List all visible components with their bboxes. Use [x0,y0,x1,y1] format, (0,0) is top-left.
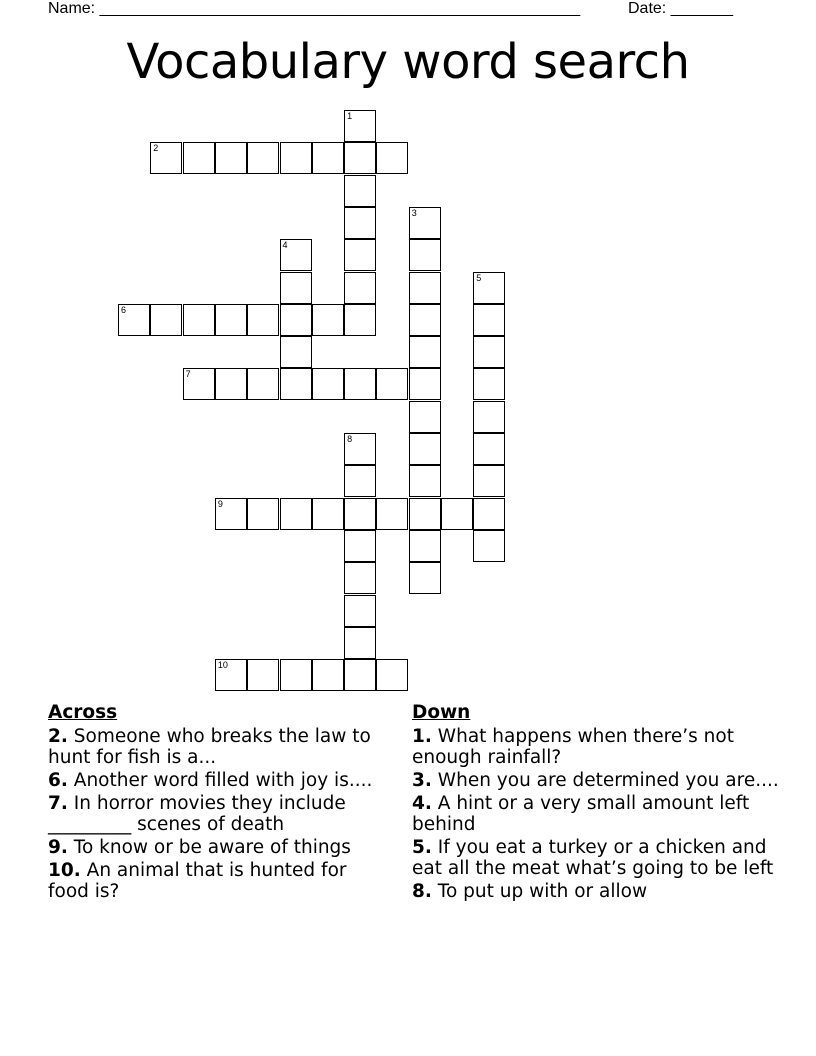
crossword-cell[interactable] [473,368,505,400]
crossword-cell[interactable] [344,239,376,271]
crossword-cell[interactable] [473,336,505,368]
crossword-cell[interactable] [473,433,505,465]
clue-text: To know or be aware of things [73,837,351,858]
crossword-cell[interactable] [247,304,279,336]
crossword-cell[interactable] [215,304,247,336]
clue-text: An animal that is hunted for food is? [48,860,347,902]
name-label[interactable]: Name: ______________________________________________________ [48,0,581,17]
clue-item [48,726,378,768]
cell-number: 2 [153,143,159,154]
cell-number: 4 [282,240,288,251]
crossword-cell[interactable] [280,239,312,271]
clue-number: 3. [412,770,432,791]
date-label[interactable]: Date: _______ [628,0,733,17]
crossword-cell[interactable] [344,498,376,530]
across-clues [48,702,378,904]
crossword-cell[interactable] [344,595,376,627]
clue-item [412,726,782,768]
crossword-cell[interactable] [473,401,505,433]
crossword-cell[interactable] [441,498,473,530]
crossword-cell[interactable] [409,562,441,594]
crossword-cell[interactable] [344,562,376,594]
crossword-cell[interactable] [118,304,150,336]
crossword-cell[interactable] [247,659,279,691]
crossword-cell[interactable] [409,498,441,530]
cell-number: 10 [217,660,228,671]
clue-number: 10. [48,860,81,881]
down-clues [412,702,782,904]
clue-item [412,770,782,791]
crossword-cell[interactable] [409,336,441,368]
crossword-cell[interactable] [344,110,376,142]
across-heading: Across [48,702,118,723]
crossword-cell[interactable] [409,401,441,433]
crossword-cell[interactable] [473,272,505,304]
clue-text: If you eat a turkey or a chicken and eat all the meat what’s going to be left [412,837,774,879]
crossword-cell[interactable] [312,498,344,530]
clue-item [48,770,378,791]
crossword-cell[interactable] [183,368,215,400]
crossword-cell[interactable] [409,304,441,336]
crossword-cell[interactable] [473,498,505,530]
crossword-cell[interactable] [215,142,247,174]
crossword-cell[interactable] [409,207,441,239]
clue-number: 9. [48,837,68,858]
cell-number: 1 [347,111,353,121]
crossword-cell[interactable] [215,498,247,530]
crossword-cell[interactable] [312,142,344,174]
crossword-cell[interactable] [280,142,312,174]
clue-item [48,860,378,902]
crossword-cell[interactable] [150,304,182,336]
crossword-cell[interactable] [312,659,344,691]
clue-item [412,881,782,902]
clue-text: A hint or a very small amount left behind [412,793,750,835]
clue-number: 4. [412,793,432,814]
crossword-cell[interactable] [280,304,312,336]
crossword-cell[interactable] [280,336,312,368]
crossword-cell[interactable] [183,304,215,336]
clue-number: 1. [412,726,432,747]
cell-number: 7 [185,369,191,380]
clue-text: Another word filled with joy is.... [73,770,373,791]
crossword-cell[interactable] [215,368,247,400]
crossword-cell[interactable] [344,272,376,304]
crossword-cell[interactable] [247,142,279,174]
down-clue-list [412,726,782,902]
crossword-cell[interactable] [376,142,408,174]
crossword-cell[interactable] [312,304,344,336]
crossword-cell[interactable] [312,368,344,400]
crossword-cell[interactable] [376,498,408,530]
clue-text: In horror movies they include _________ scenes of death [48,793,346,835]
crossword-cell[interactable] [344,304,376,336]
cell-number: 3 [411,207,417,218]
crossword-cell[interactable] [409,465,441,497]
clue-item [412,793,782,835]
crossword-cell[interactable] [409,530,441,562]
crossword-cell[interactable] [473,304,505,336]
crossword-cell[interactable] [409,272,441,304]
across-clue-list [48,726,378,902]
clue-item [48,837,378,858]
crossword-cell[interactable] [344,207,376,239]
crossword-cell[interactable] [280,272,312,304]
crossword-cell[interactable] [409,433,441,465]
crossword-cell[interactable] [344,530,376,562]
cell-number: 8 [347,434,353,444]
page-title: Vocabulary word search [126,34,690,90]
clue-number: 7. [48,793,68,814]
cell-number: 5 [476,272,482,283]
crossword-cell[interactable] [344,368,376,400]
clue-text: To put up with or allow [437,881,648,902]
clue-item [48,793,378,835]
clue-number: 2. [48,726,68,747]
crossword-cell[interactable] [247,368,279,400]
crossword-cell[interactable] [344,433,376,465]
cell-number: 9 [217,498,223,509]
crossword-cell[interactable] [215,659,247,691]
clue-number: 6. [48,770,68,791]
crossword-cell[interactable] [280,498,312,530]
crossword-cell[interactable] [247,498,279,530]
crossword-cell[interactable] [473,530,505,562]
crossword-cell[interactable] [280,659,312,691]
crossword-cell[interactable] [344,175,376,207]
crossword-cell[interactable] [409,368,441,400]
clue-number: 5. [412,837,432,858]
crossword-cell[interactable] [376,659,408,691]
clue-text: When you are determined you are.... [437,770,779,791]
down-heading: Down [412,702,471,723]
clue-item [412,837,782,879]
crossword-cell[interactable] [344,659,376,691]
clue-text: What happens when there’s not enough rainfall? [412,726,734,768]
crossword-cell[interactable] [376,368,408,400]
crossword-cell[interactable] [473,465,505,497]
crossword-cell[interactable] [280,368,312,400]
crossword-cell[interactable] [183,142,215,174]
clue-text: Someone who breaks the law to hunt for fish is a... [48,726,371,768]
crossword-cell[interactable] [150,142,182,174]
crossword-cell[interactable] [344,465,376,497]
clue-number: 8. [412,881,432,902]
crossword-cell[interactable] [409,239,441,271]
crossword-cell[interactable] [344,142,376,174]
cell-number: 6 [121,304,127,315]
crossword-cell[interactable] [344,627,376,659]
